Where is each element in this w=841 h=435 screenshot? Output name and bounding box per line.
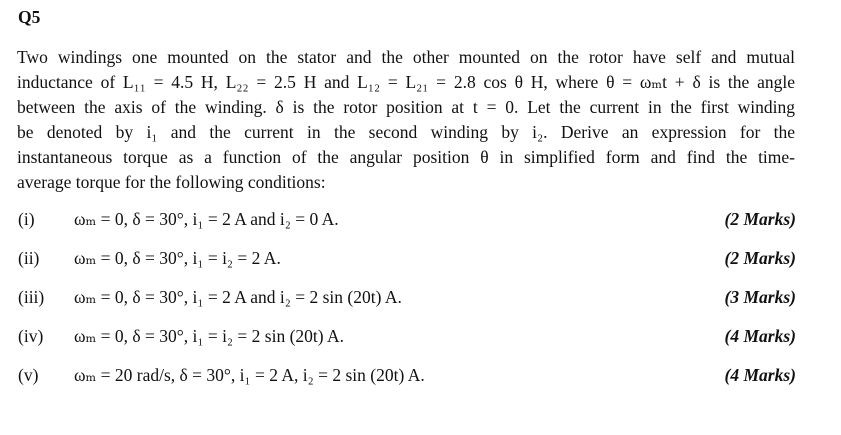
sub-question-number: (iii) (18, 287, 45, 307)
sub-question-marks: (4 Marks) (724, 365, 796, 385)
sub-question-number: (v) (18, 365, 39, 385)
sub-question-marks: (4 Marks) (724, 326, 796, 346)
sub-question-i (18, 206, 796, 232)
sub-question-ii (18, 245, 796, 271)
sub-question-condition: ωₘ = 0, δ = 30°, i₁ = i₂ = 2 A. (74, 248, 281, 268)
sub-question-condition: ωₘ = 0, δ = 30°, i₁ = 2 A and i₂ = 0 A. (74, 209, 339, 229)
body-line: Two windings one mounted on the stator and the other mounted on the rotor have self and mutual (17, 47, 795, 67)
body-line: inductance of L₁₁ = 4.5 H, L₂₂ = 2.5 H and L₁₂ = L₂₁ = 2.8 cos θ H, where θ = ωₘt + δ is the angle (17, 72, 795, 92)
sub-question-condition: ωₘ = 0, δ = 30°, i₁ = i₂ = 2 sin (20t) A. (74, 326, 345, 346)
sub-question-v (18, 362, 796, 388)
question-number: Q5 (18, 7, 41, 27)
sub-question-number: (iv) (18, 326, 44, 346)
sub-question-number: (ii) (18, 248, 40, 268)
body-line: average torque for the following conditions: (17, 172, 326, 192)
sub-question-marks: (2 Marks) (724, 248, 796, 268)
sub-question-number: (i) (18, 209, 35, 229)
question-body (17, 45, 795, 195)
sub-question-iv (18, 323, 796, 349)
sub-question-marks: (3 Marks) (724, 287, 796, 307)
body-line: between the axis of the winding. δ is the rotor position at t = 0. Let the current in the first winding (17, 97, 795, 117)
sub-question-iii (18, 284, 796, 310)
body-line: instantaneous torque as a function of the angular position θ in simplified form and find the time- (17, 147, 795, 167)
sub-question-condition: ωₘ = 0, δ = 30°, i₁ = 2 A and i₂ = 2 sin (20t) A. (74, 287, 402, 307)
body-line: be denoted by i₁ and the current in the second winding by i₂. Derive an expression for the (17, 122, 795, 142)
sub-question-marks: (2 Marks) (724, 209, 796, 229)
sub-question-condition: ωₘ = 20 rad/s, δ = 30°, i₁ = 2 A, i₂ = 2 sin (20t) A. (74, 365, 425, 385)
